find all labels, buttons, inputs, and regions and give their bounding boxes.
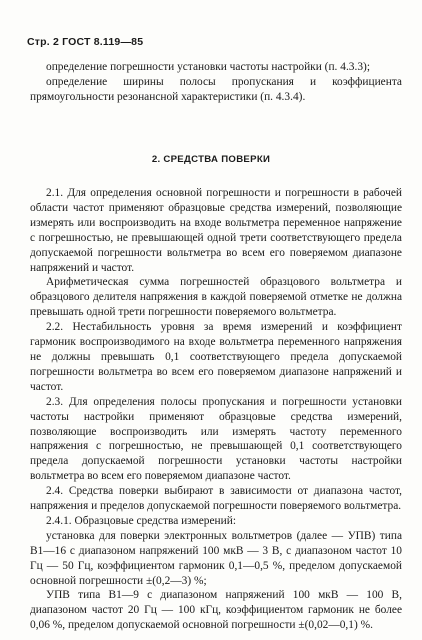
- paragraph-2-3: 2.3. Для определения полосы пропускания и погрешности установки частоты настройки применяют образцовые средства измерений, позволяющие воспроизводить или измерять частоту переменного напряжения с погрешностью, не превышающей 0,1 соответствующего предела допускаемой погрешности установки частоты настройки вольтметра во всем его поверяемом диапазоне частот.: [30, 395, 402, 483]
- paragraph-2-4: 2.4. Средства поверки выбирают в зависимости от диапазона частот, напряжения и пределов допускаемой погрешности поверяемого вольтметра.: [30, 485, 402, 513]
- paragraph-installation-v1-16: установка для поверки электронных вольтметров (далее — УПВ) типа В1—16 с диапазоном напряжений 100 мкВ — 3 В, с диапазоном частот 10 Гц — 50 Гц, коэффициентом гармоник 0,1—0,5 %, пределом допускаемой основной погрешности ±(0,2—3) %;: [30, 529, 402, 587]
- paragraph-upv-v1-9: УПВ типа В1—9 с диапазоном напряжений 100 мкВ — 100 В, диапазоном частот 20 Гц — 100 кГц, коэффициентом гармоник не более 0,06 %, пределом допускаемой основной погрешности ±(0,02—0,1) %.: [30, 589, 402, 632]
- page-header: Стр. 2 ГОСТ 8.119—85: [27, 36, 144, 48]
- intro-item-frequency-error: определение погрешности установки частоты настройки (п. 4.3.3);: [46, 61, 370, 73]
- paragraph-2-2: 2.2. Нестабильность уровня за время измерений и коэффициент гармоник воспроизводимого на входе вольтметра переменного напряжения не должны превышать 0,1 соответствующего предела допускаемой погрешности вольтметра во всем его поверяемом диапазоне напряжений и частот.: [30, 321, 402, 393]
- section-body: [30, 186, 402, 633]
- paragraph-arithmetic-sum: Арифметическая сумма погрешностей образцового вольтметра и образцового делителя напряжения в каждой поверяемой отметке не должна превышать одной трети погрешности поверяемого вольтметра.: [30, 276, 402, 319]
- section-title: 2. СРЕДСТВА ПОВЕРКИ: [151, 154, 271, 165]
- intro-block: [30, 60, 402, 105]
- paragraph-2-1: 2.1. Для определения основной погрешности и погрешности в рабочей области частот применяют образцовые средства измерений, позволяющие измерять или воспроизводить на входе вольтметра переменное напряжение с погрешностью, не превышающей одной трети соответствующего предела допускаемой погрешности вольтметра во всем его поверяемом диапазоне напряжений и частот.: [30, 187, 402, 274]
- intro-item-bandwidth: определение ширины полосы пропускания и коэффициента прямоугольности резонансной характеристики (п. 4.3.4).: [30, 75, 402, 103]
- paragraph-2-4-1: 2.4.1. Образцовые средства измерений:: [46, 514, 236, 527]
